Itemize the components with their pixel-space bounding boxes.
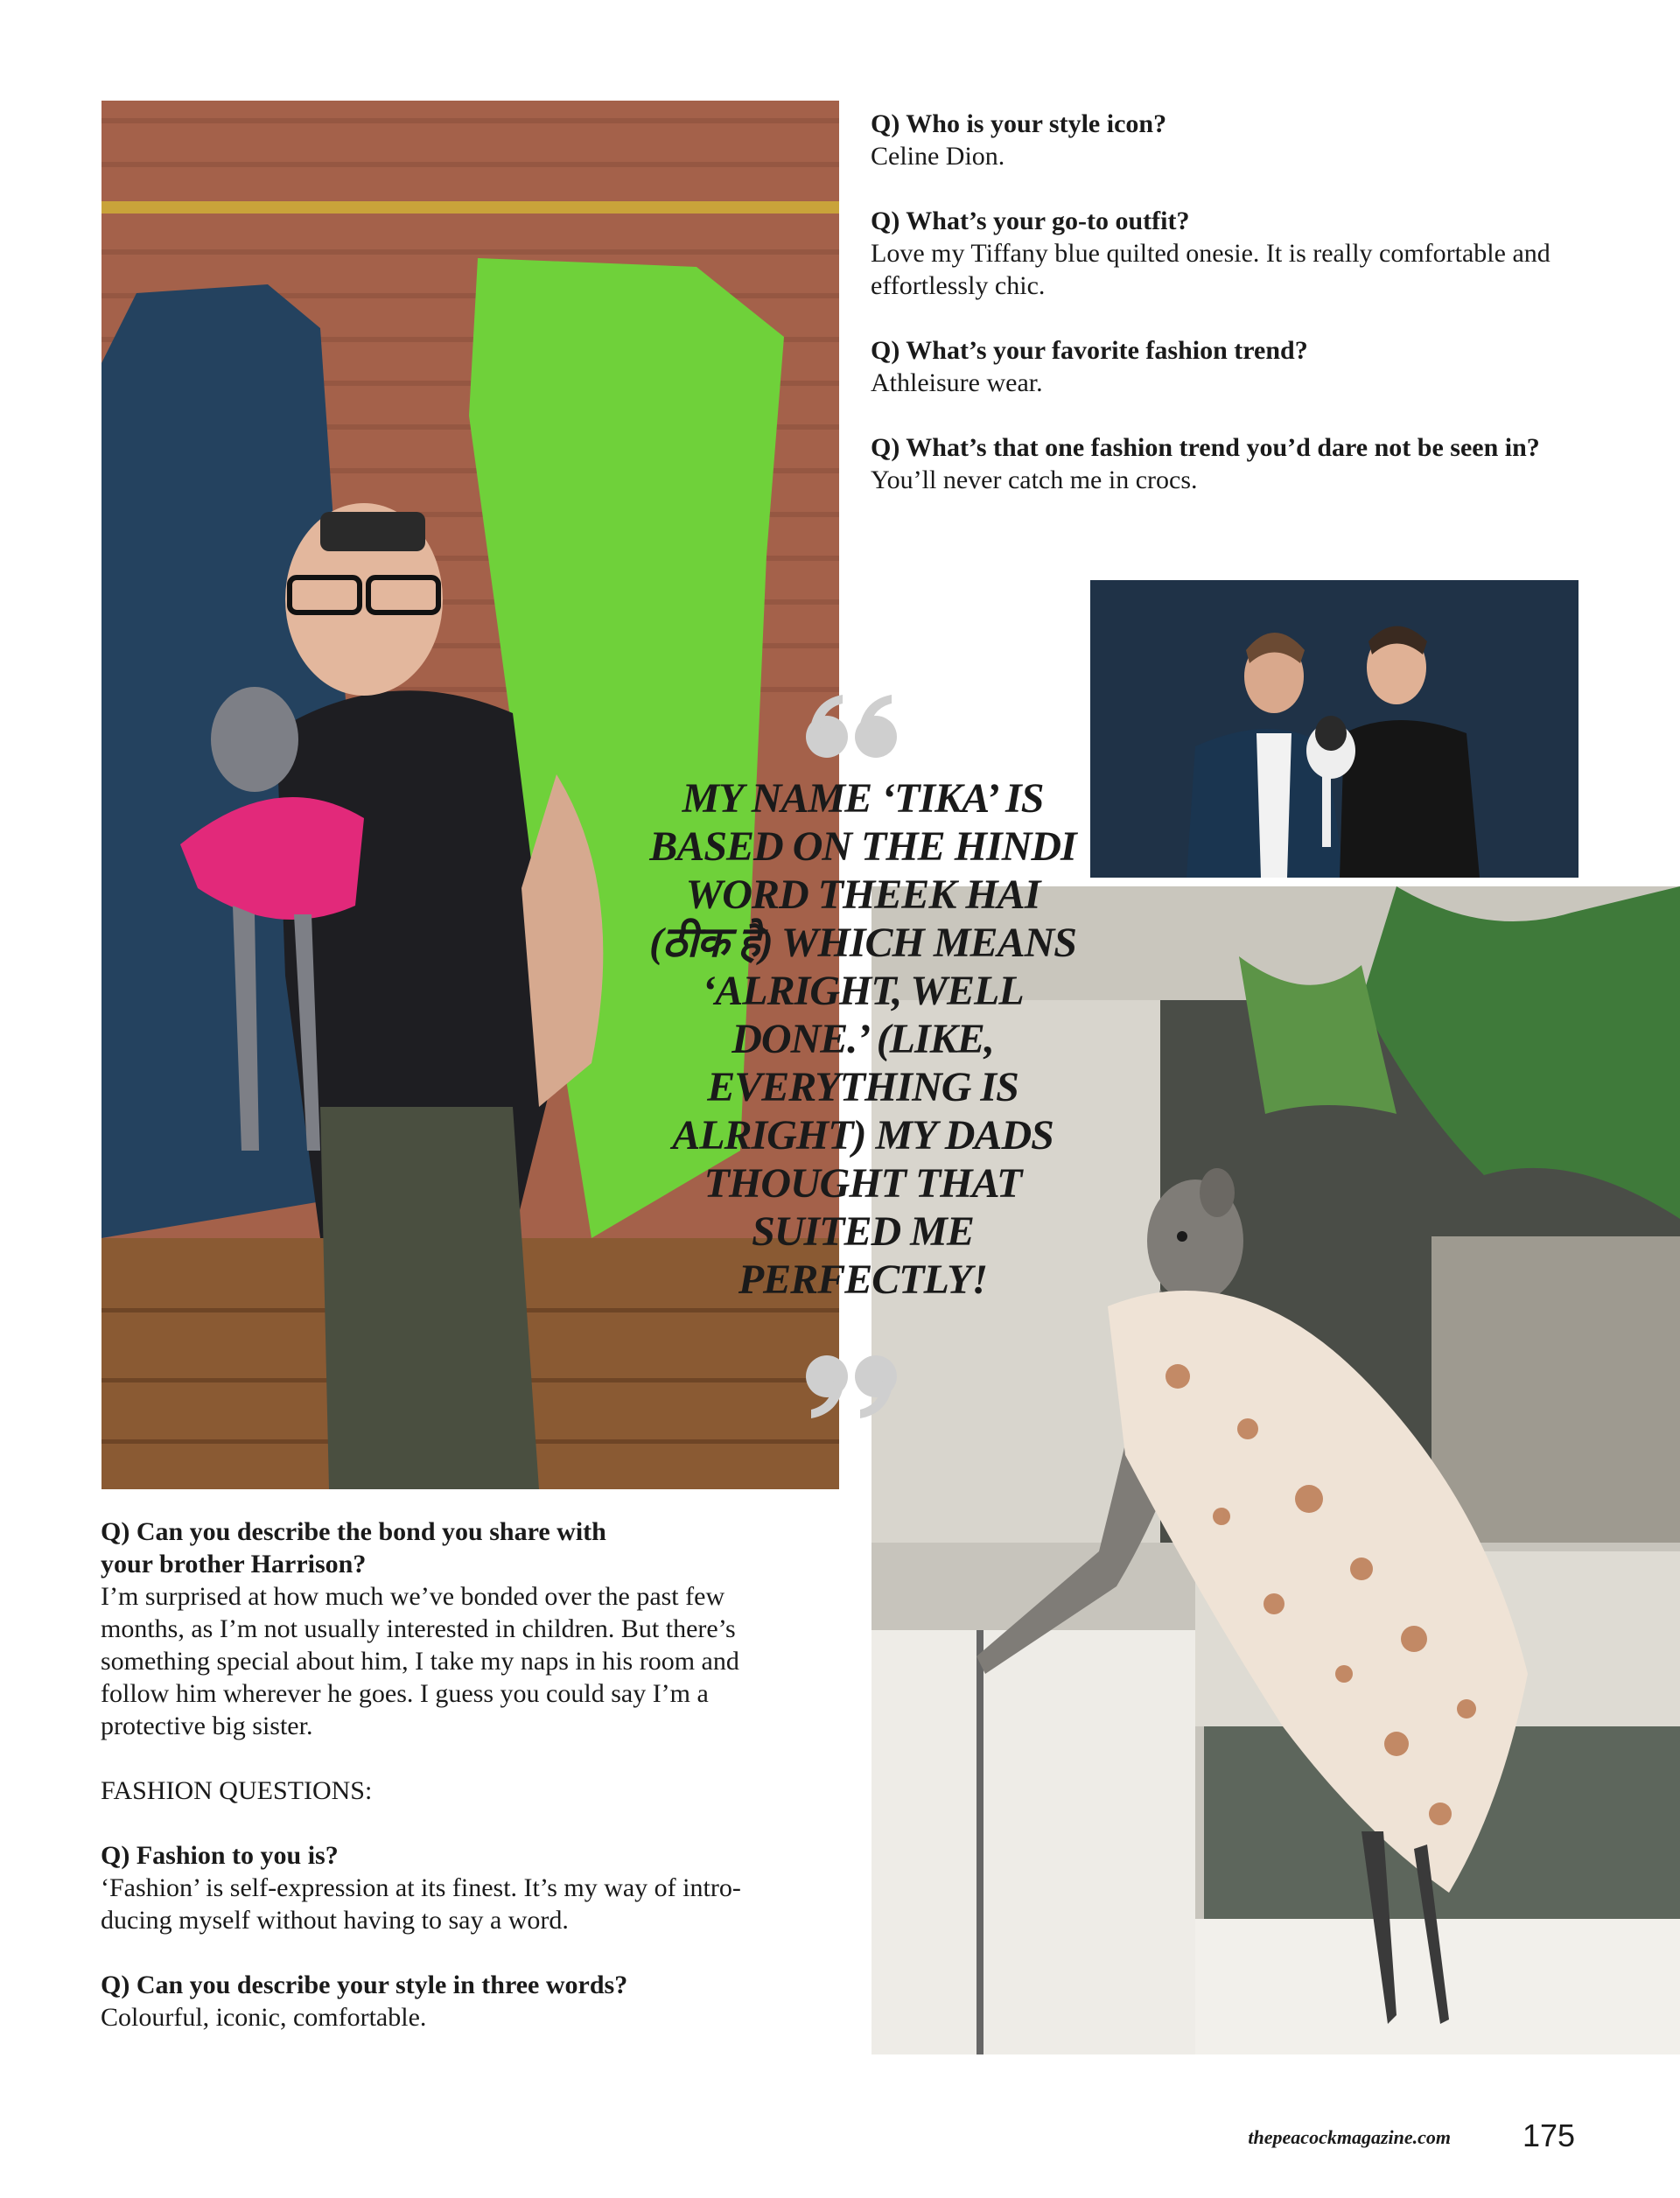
answer: Athleisure wear. (871, 368, 1043, 397)
question: Q) What’s that one fashion trend you’d dare not be seen in? (871, 433, 1540, 462)
answer: ‘Fashion’ is self-expression at its finest. It’s my way of intro-ducing myself without having to say a word. (101, 1873, 741, 1935)
open-quote-icon (801, 691, 902, 761)
qa-item (101, 1516, 801, 1742)
answer: You’ll never catch me in crocs. (871, 466, 1198, 494)
qa-item (871, 431, 1588, 496)
qa-item (101, 1839, 801, 1936)
answer: Celine Dion. (871, 142, 1005, 171)
question: Q) Can you describe your style in three words? (101, 1970, 628, 1999)
question: Q) What’s your favorite fashion trend? (871, 336, 1308, 365)
qa-item (101, 1969, 801, 2034)
section-heading (101, 1774, 801, 1807)
page-number: 175 (1522, 2118, 1576, 2153)
footer-site: thepeacockmagazine.com (1248, 2126, 1451, 2148)
photo-two-men-with-dog (1090, 580, 1578, 878)
qa-right-top (871, 108, 1588, 528)
answer: Colourful, iconic, comfortable. (101, 2003, 427, 2032)
qa-item (871, 334, 1588, 399)
question: Q) Who is your style icon? (871, 109, 1167, 138)
qa-item (871, 108, 1588, 172)
qa-item (871, 205, 1588, 302)
question: Q) Can you describe the bond you share with your brother Harrison? (101, 1517, 606, 1578)
question: Q) What’s your go-to outfit? (871, 206, 1190, 235)
fashion-questions-heading: FASHION QUESTIONS: (101, 1776, 373, 1805)
answer: I’m surprised at how much we’ve bonded over the past few months, as I’m not usually interested in children. But there’s something special about him, I take my naps in his room and follow him wherever he goes. I guess you could say I’m a protective big sister. (101, 1582, 739, 1740)
close-quote-icon (801, 1352, 902, 1422)
qa-left-bottom (101, 1516, 801, 2066)
question: Q) Fashion to you is? (101, 1841, 339, 1870)
pull-quote: MY NAME ‘TIKA’ IS BASED ON THE HINDI WORD THEEK HAI (ठीक है) WHICH MEANS ‘ALRIGHT, WELL DONE.’ (LIKE, EVERYTHING IS ALRIGHT) MY DADS THOUGHT THAT SUITED ME PERFECTLY! (649, 775, 1076, 1303)
answer: Love my Tiffany blue quilted onesie. It is really comfortable and effortlessly chic. (871, 239, 1550, 300)
